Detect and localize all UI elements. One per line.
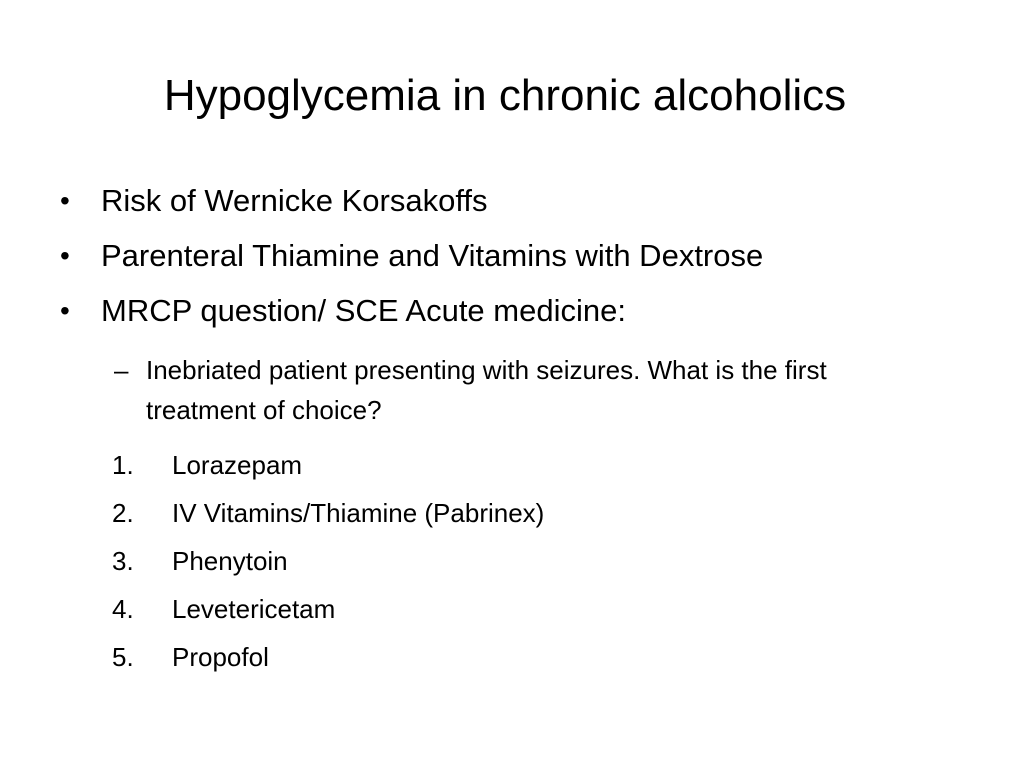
bullet-text: MRCP question/ SCE Acute medicine: — [101, 293, 626, 328]
option-number: 2. — [112, 498, 134, 528]
bullet-text: Parenteral Thiamine and Vitamins with Dextrose — [101, 238, 764, 273]
answer-option — [112, 489, 544, 537]
option-number: 4. — [112, 594, 134, 624]
option-text: IV Vitamins/Thiamine (Pabrinex) — [172, 498, 545, 528]
bullet-item — [58, 237, 978, 275]
option-text: Levetericetam — [172, 594, 336, 624]
answer-option — [112, 537, 544, 585]
bullet-marker: • — [60, 185, 70, 216]
option-text: Lorazepam — [172, 450, 303, 480]
slide-title: Hypoglycemia in chronic alcoholics — [163, 71, 847, 120]
bullet-list — [58, 182, 978, 347]
answer-option — [112, 441, 544, 489]
bullet-item — [58, 182, 978, 220]
answer-option — [112, 633, 544, 681]
option-number: 5. — [112, 642, 134, 672]
bullet-text: Risk of Wernicke Korsakoffs — [101, 183, 488, 218]
sub-bullet-text: Inebriated patient presenting with seizures. What is the first treatment of choice? — [146, 355, 827, 425]
option-number: 3. — [112, 546, 134, 576]
bullet-marker: • — [60, 240, 70, 271]
bullet-item — [58, 292, 978, 330]
bullet-marker: • — [60, 295, 70, 326]
dash-marker: – — [114, 355, 129, 385]
answer-option — [112, 585, 544, 633]
sub-bullet-item — [114, 350, 934, 430]
option-text: Propofol — [172, 642, 269, 672]
option-number: 1. — [112, 450, 134, 480]
option-text: Phenytoin — [172, 546, 288, 576]
answer-options-list — [112, 441, 544, 681]
